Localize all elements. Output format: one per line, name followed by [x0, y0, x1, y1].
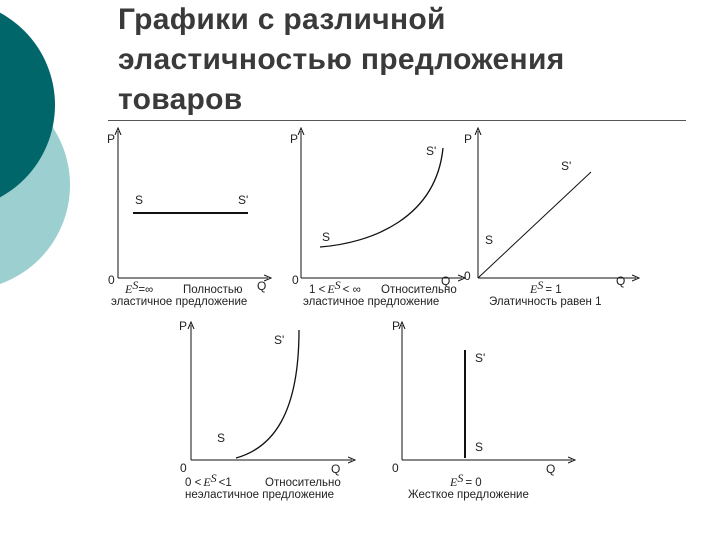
title-line-3: товаров: [118, 83, 243, 116]
elasticity-formula: $E^S_{=\infty}$: [125, 278, 154, 296]
caption-line-2: эластичное предложение: [303, 296, 440, 308]
q-axis-label: Q: [546, 462, 556, 476]
title-line-2: эластичностью предложения: [118, 43, 565, 76]
origin-label: 0: [392, 461, 399, 475]
curve-end-label: S': [426, 144, 437, 158]
caption-line-1: Полностью: [183, 284, 243, 296]
supply-curve: [320, 148, 443, 247]
origin-label: 0: [180, 461, 187, 475]
origin-label: 0: [464, 269, 471, 283]
curve-end-label: S': [475, 351, 486, 365]
curve-start-label: S: [485, 233, 494, 247]
p-axis-label: P: [290, 132, 299, 146]
curve-start-label: S: [475, 440, 484, 454]
curve-end-label: S': [561, 159, 572, 173]
p-axis-label: P: [392, 319, 401, 333]
p-axis-label: P: [464, 132, 473, 146]
caption-line-1: Относительно: [265, 477, 341, 489]
p-axis-label: P: [107, 132, 116, 146]
curve-start-label: S: [322, 230, 331, 244]
title-line-1: Графики с различной: [118, 3, 446, 36]
supply-curve: [478, 172, 591, 278]
caption-line-2: эластичное предложение: [111, 296, 248, 308]
curve-end-label: S': [274, 333, 285, 347]
graph-unit-elastic: [464, 131, 636, 308]
graph-relatively-inelastic: [179, 319, 352, 501]
elasticity-formula: $E^S$ $_{= 1}$: [530, 278, 562, 296]
elasticity-formula: $1 < E^S$ $_{< \infty}$: [309, 278, 361, 296]
graph-relatively-elastic: [290, 131, 462, 308]
q-axis-label: Q: [331, 462, 341, 476]
curve-end-label: S': [238, 193, 249, 207]
curve-start-label: S: [135, 193, 144, 207]
caption-line-1: Относительно: [381, 284, 457, 296]
caption-line-2: неэластичное предложение: [185, 489, 335, 501]
q-axis-label: Q: [257, 279, 267, 293]
origin-label: 0: [292, 273, 299, 287]
graph-perfectly-elastic: [107, 131, 268, 308]
caption-line-2: Элатичность равен 1: [489, 296, 602, 308]
elasticity-formula: $0 < E^S$ $_{<1}$: [185, 471, 232, 489]
caption-line-2: Жесткое предложение: [408, 489, 529, 501]
p-axis-label: P: [179, 319, 188, 333]
graph-perfectly-inelastic: [392, 319, 572, 501]
elasticity-formula: $E^S$ $_{= 0}$: [450, 471, 482, 489]
q-axis-label: Q: [616, 274, 626, 288]
curve-start-label: S: [217, 431, 226, 445]
q-axis-label: Q: [441, 274, 451, 288]
supply-curve: [236, 330, 299, 458]
origin-label: 0: [108, 273, 115, 287]
